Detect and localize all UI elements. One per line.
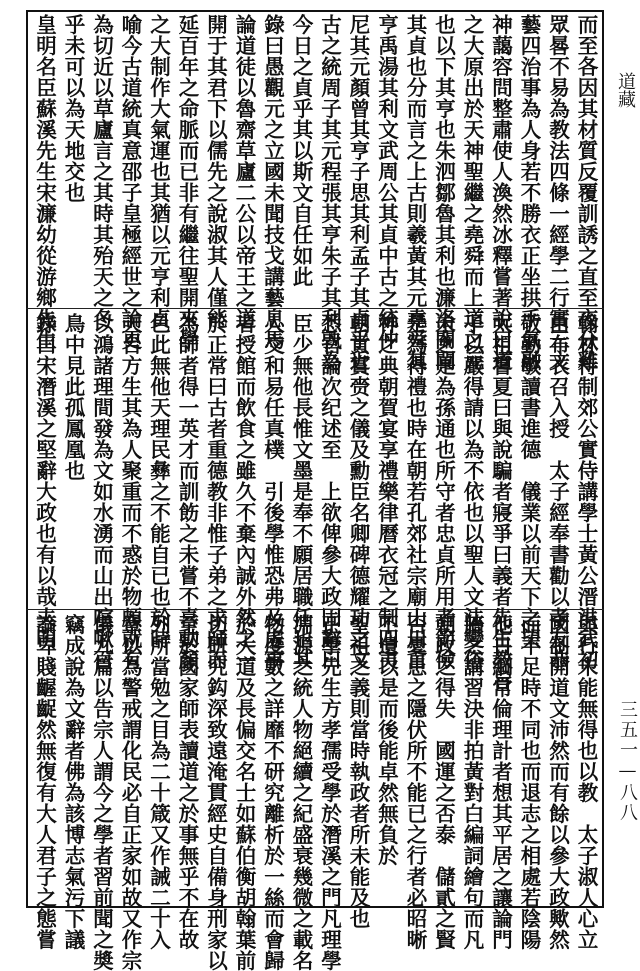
- text-column: 朝貢賞赍之儀及勳臣名卿碑德耀功之文: [346, 313, 370, 670]
- text-panel-middle: [30, 313, 600, 691]
- text-column: 至於國家師表讀道之於事無乎不在故: [175, 614, 199, 950]
- text-column: 神藹容問整肅使人渙然冰釋嘗著說曰道: [488, 14, 513, 371]
- text-column: 延百年之命脈而已非有繼往聖開來學: [175, 14, 199, 350]
- text-column: 者授館而飲食之雖久不棄內誠外然之一: [232, 313, 256, 670]
- text-column: 物度數之詳靡不研究離析於一絲而會歸: [260, 614, 285, 971]
- text-column: 國制開道文沛然而有餘以參大政歟然: [545, 614, 570, 950]
- text-column: 錄曰愚觀元之立國未聞技戈講藝息馬: [260, 14, 285, 350]
- text-column: 亨禹湯其利文武周公其貞中古之統仲: [374, 14, 399, 350]
- text-column: 色此無他天理民彝之不能自已也於時: [146, 313, 171, 649]
- text-column: 開于其君下以儒先之說淑其人僅能: [203, 14, 228, 329]
- text-column: 章以為警戒謂化民必自正家如故又作宗: [118, 614, 142, 971]
- text-column: 尼其元顏曾其亨子思其利孟子其貞乎近: [346, 14, 370, 371]
- text-column: 不遺以是而後能卓然無負於: [374, 614, 399, 866]
- page-number: 三五一—八八: [617, 700, 638, 823]
- text-column: 未之是為孫通也所守者忠貞所用者節儉: [431, 313, 456, 670]
- text-column: 於大道及長偏交名士如蘇伯衡胡翰葉前: [232, 614, 256, 971]
- text-panel-bottom: [30, 614, 600, 971]
- text-column: 喻今古道統真意邵子皇極經世之論更: [118, 14, 142, 350]
- collection-label: 道藏: [615, 72, 636, 108]
- text-column: 今日之貞乎其以斯文自任如此: [289, 14, 313, 287]
- text-column: 否憂患之隱伏所不能已之行者必昭晰: [403, 614, 427, 950]
- text-column: 論卑賤齷齪然無復有大人君子之態嘗: [32, 614, 57, 950]
- text-column: 皇明名臣蘇溪先生宋濂幼從游鄉先生: [32, 14, 57, 350]
- text-column: 鳥中見此孤鳳凰也: [61, 313, 85, 481]
- text-column: 以鴻諸理間發為文如水湧而山出喧啾百: [89, 313, 114, 670]
- text-column: 臣少無他長惟文墨是奉不願居職任也其: [289, 313, 313, 670]
- text-column: 悉官論次纪述至 上欲俾參大政固辭曰: [317, 313, 342, 670]
- text-column: 竊成說為文辭者佛為該博志氣污下議: [61, 614, 85, 950]
- text-column: 論道徒以魯齋草廬二公以帝王之道: [232, 14, 256, 329]
- text-column: 與行未能無得也以教 太子淑人心立: [574, 614, 598, 950]
- text-column: 藝四治事為人身若不勝衣正坐拱手氣融: [517, 14, 541, 371]
- text-column: 而至各因其材質反覆訓誘之直至夜分雞: [574, 14, 598, 371]
- text-column: 錄曰宋潛溪之堅辭大政也有以哉夫明: [32, 313, 57, 649]
- text-column: 之大原出於天神聖繼之堯舜而上道之元: [460, 14, 484, 371]
- text-column: 是為得禮也時在朝若孔郊社宗廟山川百: [403, 313, 427, 670]
- text-panel-top: [30, 14, 600, 371]
- text-column: 朝政之得失 國運之否泰 儲貳之賢: [431, 614, 456, 950]
- text-column: 也以下其亨也朱泗鄒魯其利也濂洛關閩: [431, 14, 456, 371]
- text-column: 為師者得一英才而訓飭之未嘗不喜動顏: [175, 313, 199, 670]
- text-column: 翰林待制郊公實侍講學士黃公溍洪武初: [574, 313, 598, 670]
- text-column: 牆之講習決非拍黃對白編詞繪句而凡: [460, 614, 484, 950]
- text-column: 神之典朝賀宴享禮樂律曆衣冠之制四夷: [374, 313, 399, 670]
- text-column: 太祖嘗夏曰與說騙者寢爭曰義者先生教旨: [488, 313, 513, 691]
- text-column: 正學先生方孝孺受學於潛溪之門凡理學: [317, 614, 342, 971]
- text-column: 切研究鈎深致遠淹貫經史自備身刑家以: [203, 614, 228, 971]
- text-column: 由布衣召入授 太子經奉書勸以孝友恭: [545, 313, 570, 670]
- text-column: 聖祖之義則當時執政者所未能及也: [346, 614, 370, 929]
- text-column: 乎未可以為天地交也: [61, 14, 85, 203]
- text-column: 眾晷不易為教法四條一經學二行實三文: [545, 14, 570, 371]
- text-column: 子以嚴得請以為不依也以聖人文法變俗: [460, 313, 484, 670]
- text-column: 他日綱常倫理計者想其平居之讓論門: [488, 614, 513, 950]
- text-column: 人交和易任真樸 引後學惟恐弗及處事: [260, 313, 285, 670]
- text-column: 而不足時不同也而退志之相處若陰陽: [517, 614, 541, 950]
- text-column: 古之統周子其元程張其亨朱子其利孰為: [317, 14, 342, 371]
- text-column: 於正常曰古者重德教非惟子弟之求師而: [203, 313, 228, 670]
- text-column: 淵源之統人物絕續之紀盛衰幾微之載名: [289, 614, 313, 971]
- text-column: 為切近以草廬言之其時其殆天之冬: [89, 14, 114, 329]
- text-column: 儀九篇以告宗人謂今之學者習前聞之奬: [89, 614, 114, 971]
- text-column: 之大制作大氣運也其猶以元亨利貞: [146, 14, 171, 329]
- text-column: 列所當勉之目為二十箴又作誡二十入: [146, 614, 171, 950]
- text-column: 其貞也分而言之上古則羲黃其元堯舜其: [403, 14, 427, 371]
- text-column: 敬勤敏讀書進德 儀業以前天下之望: [517, 313, 541, 649]
- text-column: 天台方生其為人聚重而不惑於物頗就有: [118, 313, 142, 670]
